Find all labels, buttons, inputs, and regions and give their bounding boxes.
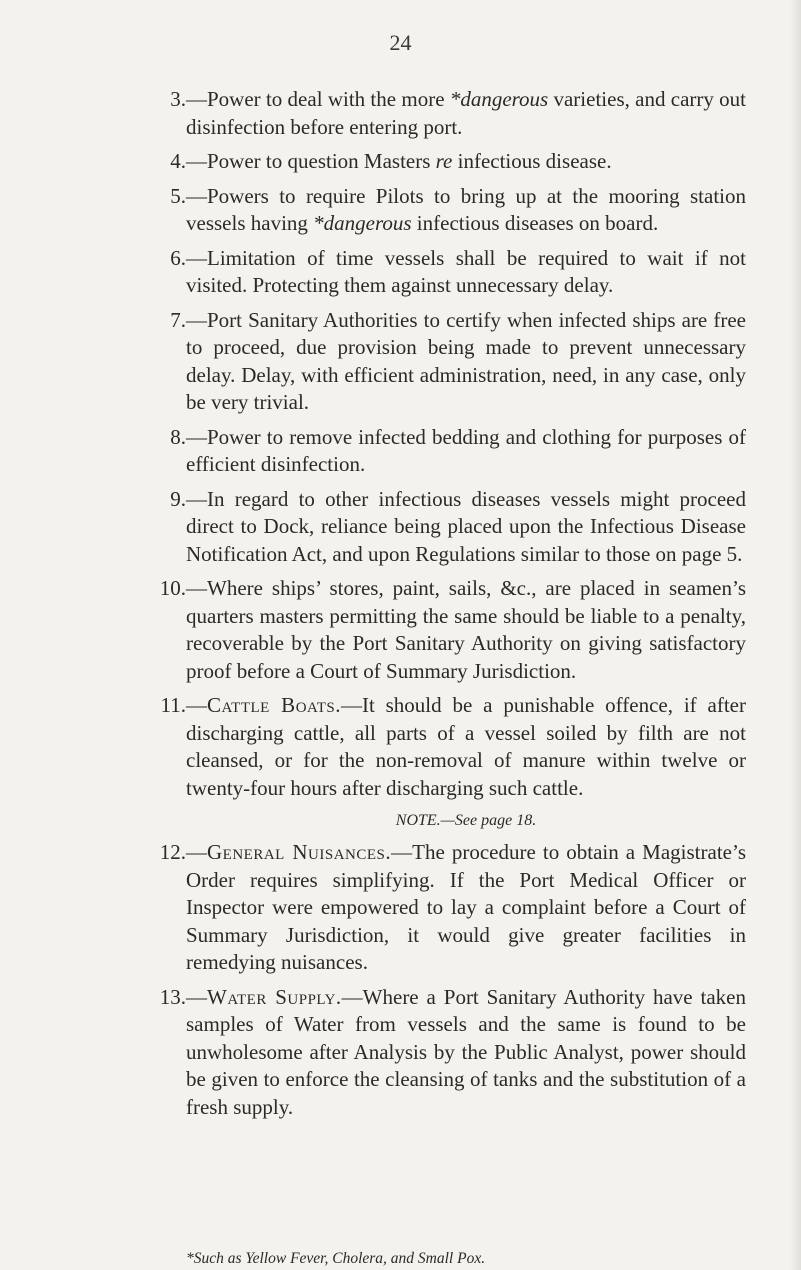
footnote: *Such as Yellow Fever, Cholera, and Small Pox.: [186, 1250, 486, 1267]
item-dash: —: [186, 486, 207, 511]
item-text: Power to remove infected bedding and clothing for purposes of efficient disinfection.: [186, 424, 746, 476]
list-item: [160, 692, 746, 802]
item-number: 4.: [170, 149, 186, 173]
item-heading: Cattle Boats.: [207, 693, 341, 717]
item-dash: —: [186, 840, 207, 864]
item-text: infectious diseases on board.: [411, 211, 659, 235]
page-number: 24: [389, 30, 412, 55]
item-dash: —: [186, 183, 207, 208]
item-dash: —: [186, 693, 207, 717]
item-number: 7.: [170, 307, 186, 332]
list-item: [170, 148, 746, 176]
item-text: —It should be a punishable offence, if after discharging cattle, all parts of a vessel soiled by filth are not cleansed, or for the non-removal of manure within twelve or twenty-four hours after discharging such cattle.: [186, 693, 746, 800]
item-dash: —: [186, 984, 207, 1009]
item-number: 12.: [159, 840, 186, 864]
item-dash: —: [186, 307, 207, 332]
item-number: 5.: [170, 183, 186, 208]
item-heading: Water Supply.: [207, 984, 342, 1009]
list-item: [159, 839, 746, 977]
item-emphasis: *dangerous: [449, 87, 549, 111]
item-note: NOTE.—See page 18.: [395, 812, 537, 829]
item-text: varieties, and carry out disinfection before entering port.: [186, 87, 746, 139]
item-emphasis: re: [435, 149, 453, 173]
item-text: Powers to require Pilots to bring up at the mooring station vessels having: [186, 183, 746, 235]
item-text: Where ships’ stores, paint, sails, &c., are placed in seamen’s quarters masters permitting the same should be liable to a penalty, recoverable by the Port Sanitary Authority on giving satisfactory proof before a Court of Summary Jurisdiction.: [186, 576, 746, 683]
item-number: 3.: [170, 87, 186, 111]
item-text: —Where a Port Sanitary Authority have taken samples of Water from vessels and the same is found to be unwholesome after Analysis by the Public Analyst, power should be given to enforce the cleansing of tanks and the substitution of a fresh supply.: [186, 984, 746, 1119]
item-number: 11.: [160, 693, 186, 717]
item-heading: General Nuisances.: [207, 840, 392, 864]
list-item: [170, 307, 746, 417]
item-text: —The procedure to obtain a Magistrate’s Order requires simplifying. If the Port Medical Officer or Inspector were empowered to lay a complaint before a Court of Summary Jurisdiction, it would give greater facilities in remedying nuisances.: [186, 840, 746, 974]
item-text: Power to deal with the more: [207, 87, 450, 111]
list-item: [170, 245, 746, 300]
list-item: [170, 486, 746, 569]
item-dash: —: [186, 149, 207, 173]
item-text: Port Sanitary Authorities to certify when infected ships are free to proceed, due provision being made to prevent unnecessary delay. Delay, with efficient administration, need, in any case, only be very trivial.: [186, 307, 746, 414]
list-item: [159, 984, 746, 1122]
item-text: Power to question Masters: [207, 149, 436, 173]
item-dash: —: [186, 87, 207, 111]
page-edge-shadow: [789, 0, 801, 1270]
item-dash: —: [186, 245, 207, 270]
list-item: [170, 86, 746, 141]
list-item: [170, 424, 746, 479]
item-number: 13.: [159, 984, 186, 1009]
list-item: [170, 183, 746, 238]
list-item: [159, 575, 746, 685]
item-dash: —: [186, 576, 207, 600]
numbered-list: [159, 86, 746, 1128]
item-dash: —: [186, 424, 207, 449]
item-number: 10.: [159, 576, 186, 600]
item-number: 6.: [170, 245, 186, 270]
item-text: In regard to other infectious diseases vessels might proceed direct to Dock, reliance being placed upon the Infectious Disease Notification Act, and upon Regulations similar to those on page 5.: [186, 486, 746, 566]
item-number: 8.: [170, 424, 186, 449]
item-text: Limitation of time vessels shall be required to wait if not visited. Protecting them against unnecessary delay.: [186, 245, 746, 297]
item-text: infectious disease.: [452, 149, 612, 173]
item-number: 9.: [170, 486, 186, 511]
item-emphasis: *dangerous: [313, 211, 412, 235]
